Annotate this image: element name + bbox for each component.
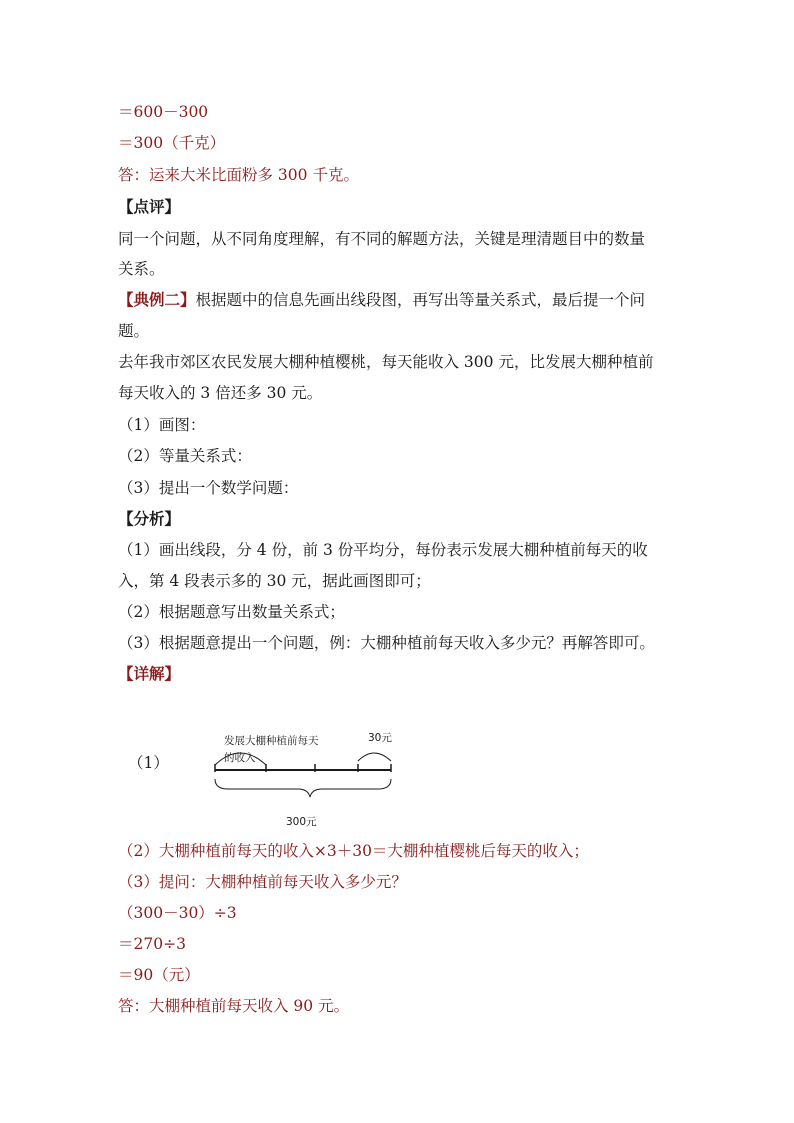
diagram-bottom-brace [215,779,391,797]
section-analysis-heading: 【分析】 [118,509,181,528]
section-review-heading: 【点评】 [118,197,181,216]
solution-relation: （2）大棚种植前每天的收入×3＋30＝大棚种植樱桃后每天的收入； [118,842,589,860]
diagram-label-top-1: 发展大棚种植前每天 [224,735,319,747]
analysis-1b: 入，第 4 段表示多的 30 元，据此画图即可； [118,572,431,590]
diagram-prefix: （1） [128,754,169,772]
solution-calc-2: ＝270÷3 [118,935,186,953]
review-text-2: 关系。 [118,260,165,278]
analysis-1a: （1）画出线段，分 4 份，前 3 份平均分，每份表示发展大棚种植前每天的收 [118,541,648,559]
diagram-label-total: 300元 [286,816,317,828]
diagram-label-top-2: 的收入 [224,752,256,764]
diagram-svg [118,725,438,835]
example-two-instruction-cont: 题。 [118,322,150,340]
solution-answer: 答：大棚种植前每天收入 90 元。 [118,997,350,1015]
analysis-3: （3）根据题意提出一个问题，例：大棚种植前每天收入多少元？再解答即可。 [118,634,655,652]
answer-line-1: 答：运来大米比面粉多 300 千克。 [118,166,359,184]
problem-text-1: 去年我市郊区农民发展大棚种植樱桃，每天能收入 300 元，比发展大棚种植前 [118,353,654,371]
diagram-top-arc-last [358,753,391,761]
solution-question: （3）提问：大棚种植前每天收入多少元？ [118,873,407,891]
question-2: （2）等量关系式： [118,447,252,465]
solution-calc-1: （300－30）÷3 [118,904,237,922]
problem-text-2: 每天收入的 3 倍还多 30 元。 [118,384,323,402]
calc-step-1: ＝600－300 [118,103,209,121]
section-solution-heading: 【详解】 [118,664,181,683]
example-two-label: 【典例二】 [118,290,196,309]
question-3: （3）提出一个数学问题： [118,479,299,497]
example-two-instruction: 根据题中的信息先画出线段图，再写出等量关系式，最后提一个问 [195,291,646,309]
solution-calc-3: ＝90（元） [118,966,200,984]
review-text-1: 同一个问题，从不同角度理解，有不同的解题方法，关键是理清题目中的数量 [118,230,646,248]
diagram-label-extra: 30元 [368,732,392,744]
question-1: （1）画图： [118,416,206,434]
analysis-2: （2）根据题意写出数量关系式； [118,603,345,621]
line-segment-diagram [118,725,438,835]
calc-step-2: ＝300（千克） [118,134,226,152]
example-two-paragraph [118,289,678,311]
